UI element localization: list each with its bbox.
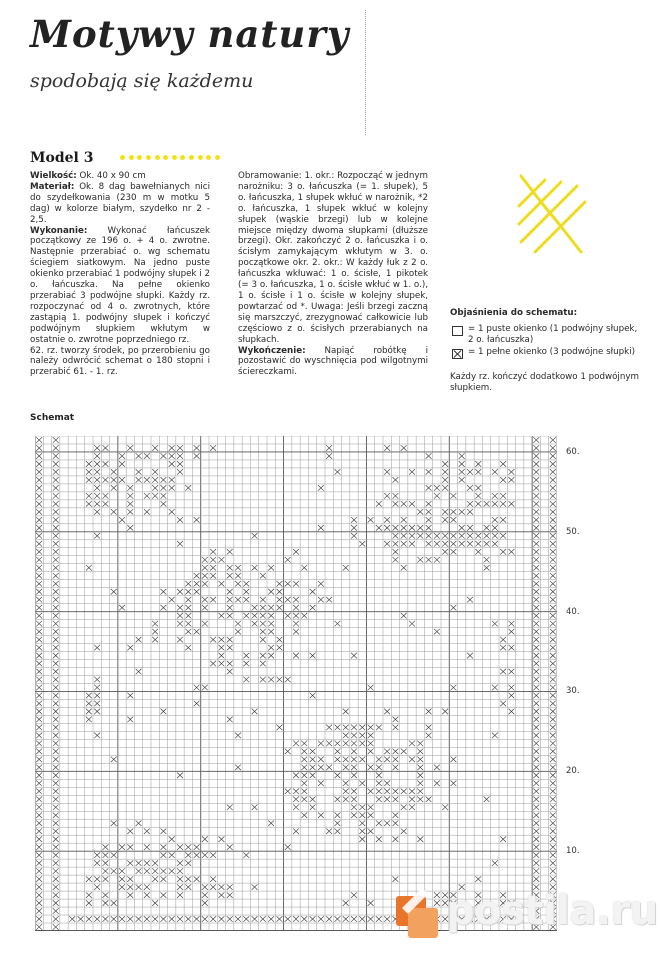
row-number-label: 60.	[566, 446, 580, 457]
chart-legend	[450, 308, 640, 394]
row-number-label: 10.	[566, 846, 580, 857]
row-number-label: 20.	[566, 766, 580, 777]
page-title: Motywy natury	[30, 12, 350, 56]
material-text: Ok. 8 dag bawełnianych nici do szydełkowania (230 m w motku 5 dag) w kolorze białym, szydełko nr 2 - 2,5.	[30, 181, 210, 225]
border-paragraph: Obramowanie: 1. okr.: Rozpocząć w jednym narożniku: 3 o. łańcuszka (= 1. słupek), 5 o. łańcuszka, 1 słupek wkłuć w narożnik, *2 o. łańcuszka, 1 słupek wkłuć w kolejny słupek (wąskie brzegi) lub w kolejne miejsce między dwoma słupkami (dłuższe brzegi). Okr. zakończyć 2 o. łańcuszka i o. ścisłym zamykającym wkłutym w 3. o. początkowe okr. 2. okr.: W każdy łuk z 2 o. łańcuszka wkłuwać: 1 o. ścisłe, 1 pikotek (= 3 o. łańcuszka, 1 o. ścisłe wkłuć w 1. o.), 1 o. ścisłe i 1 o. ścisłe w kolejny słupek, powtarzać od *. Uwaga: Jeśli brzegi zaczną się marszczyć, zrezygnować całkowicie lub częściowo z o. ścisłych przerabianych na słupkach.	[238, 171, 428, 345]
execution-text: Wykonać łańcuszek początkowy ze 196 o. + 4 o. zwrotne. Następnie przerabiać o. wg schematu ściegiem siatkowym. Na jedno puste okienko przerabiać 1 podwójny słupek i 2 o. łańcuszka. Na pełne okienko przerabiać 3 podwójne słupki. Każdy rz. rozpoczynać od 4 o. zwrotnych, które zastąpią 1. podwójny słupek i kończyć podwójnym słupkiem wkłutym w ostatnie o. zwrotne poprzedniego rz.	[30, 225, 211, 345]
legend-empty-mesh	[450, 324, 640, 346]
watermark-text: postila.ru	[446, 888, 658, 934]
instructions-column-1	[30, 171, 210, 378]
row62-paragraph: 62. rz. tworzy środek, po przerobieniu go należy odwrócić schemat o 180 stopni i przerabić 61. - 1. rz.	[30, 345, 210, 378]
execution-label: Wykonanie:	[30, 225, 88, 236]
crossed-square-icon	[452, 349, 463, 359]
watermark	[388, 886, 656, 948]
page-subtitle: spodobają się każdemu	[30, 70, 254, 92]
execution-paragraph	[30, 226, 210, 346]
header-divider	[365, 10, 366, 135]
decorative-dots	[120, 151, 220, 163]
finishing-text: Napiąć robótkę i pozostawić do wyschnięcia pod wilgotnymi ściereczkami.	[238, 345, 428, 378]
material-label: Materiał:	[30, 181, 75, 192]
material-paragraph	[30, 182, 210, 226]
size-paragraph	[30, 171, 210, 182]
model-heading: Model 3	[30, 150, 94, 166]
size-label: Wielkość:	[30, 171, 77, 181]
size-text: Ok. 40 x 90 cm	[79, 171, 146, 181]
row-number-label: 30.	[566, 686, 580, 697]
finishing-paragraph	[238, 346, 428, 379]
legend-filled-text: = 1 pełne okienko (3 podwójne słupki)	[468, 346, 635, 357]
empty-square-icon	[452, 326, 463, 336]
legend-title: Objaśnienia do schematu:	[450, 308, 578, 318]
schemat-label: Schemat	[30, 413, 75, 423]
legend-filled-mesh	[450, 347, 640, 358]
legend-empty-text: = 1 puste okienko (1 podwójny słupek, 2 o. łańcuszka)	[468, 324, 638, 346]
filet-mesh-icon	[515, 172, 589, 256]
finishing-label: Wykończenie:	[238, 345, 306, 356]
row-number-label: 40.	[566, 606, 580, 617]
chart-grid	[35, 436, 557, 931]
row-number-label: 50.	[566, 526, 580, 537]
watermark-pin-icon	[388, 888, 448, 944]
legend-note: Każdy rz. kończyć dodatkowo 1 podwójnym słupkiem.	[450, 371, 639, 394]
filet-crochet-chart	[35, 436, 557, 931]
instructions-column-2	[238, 171, 428, 378]
